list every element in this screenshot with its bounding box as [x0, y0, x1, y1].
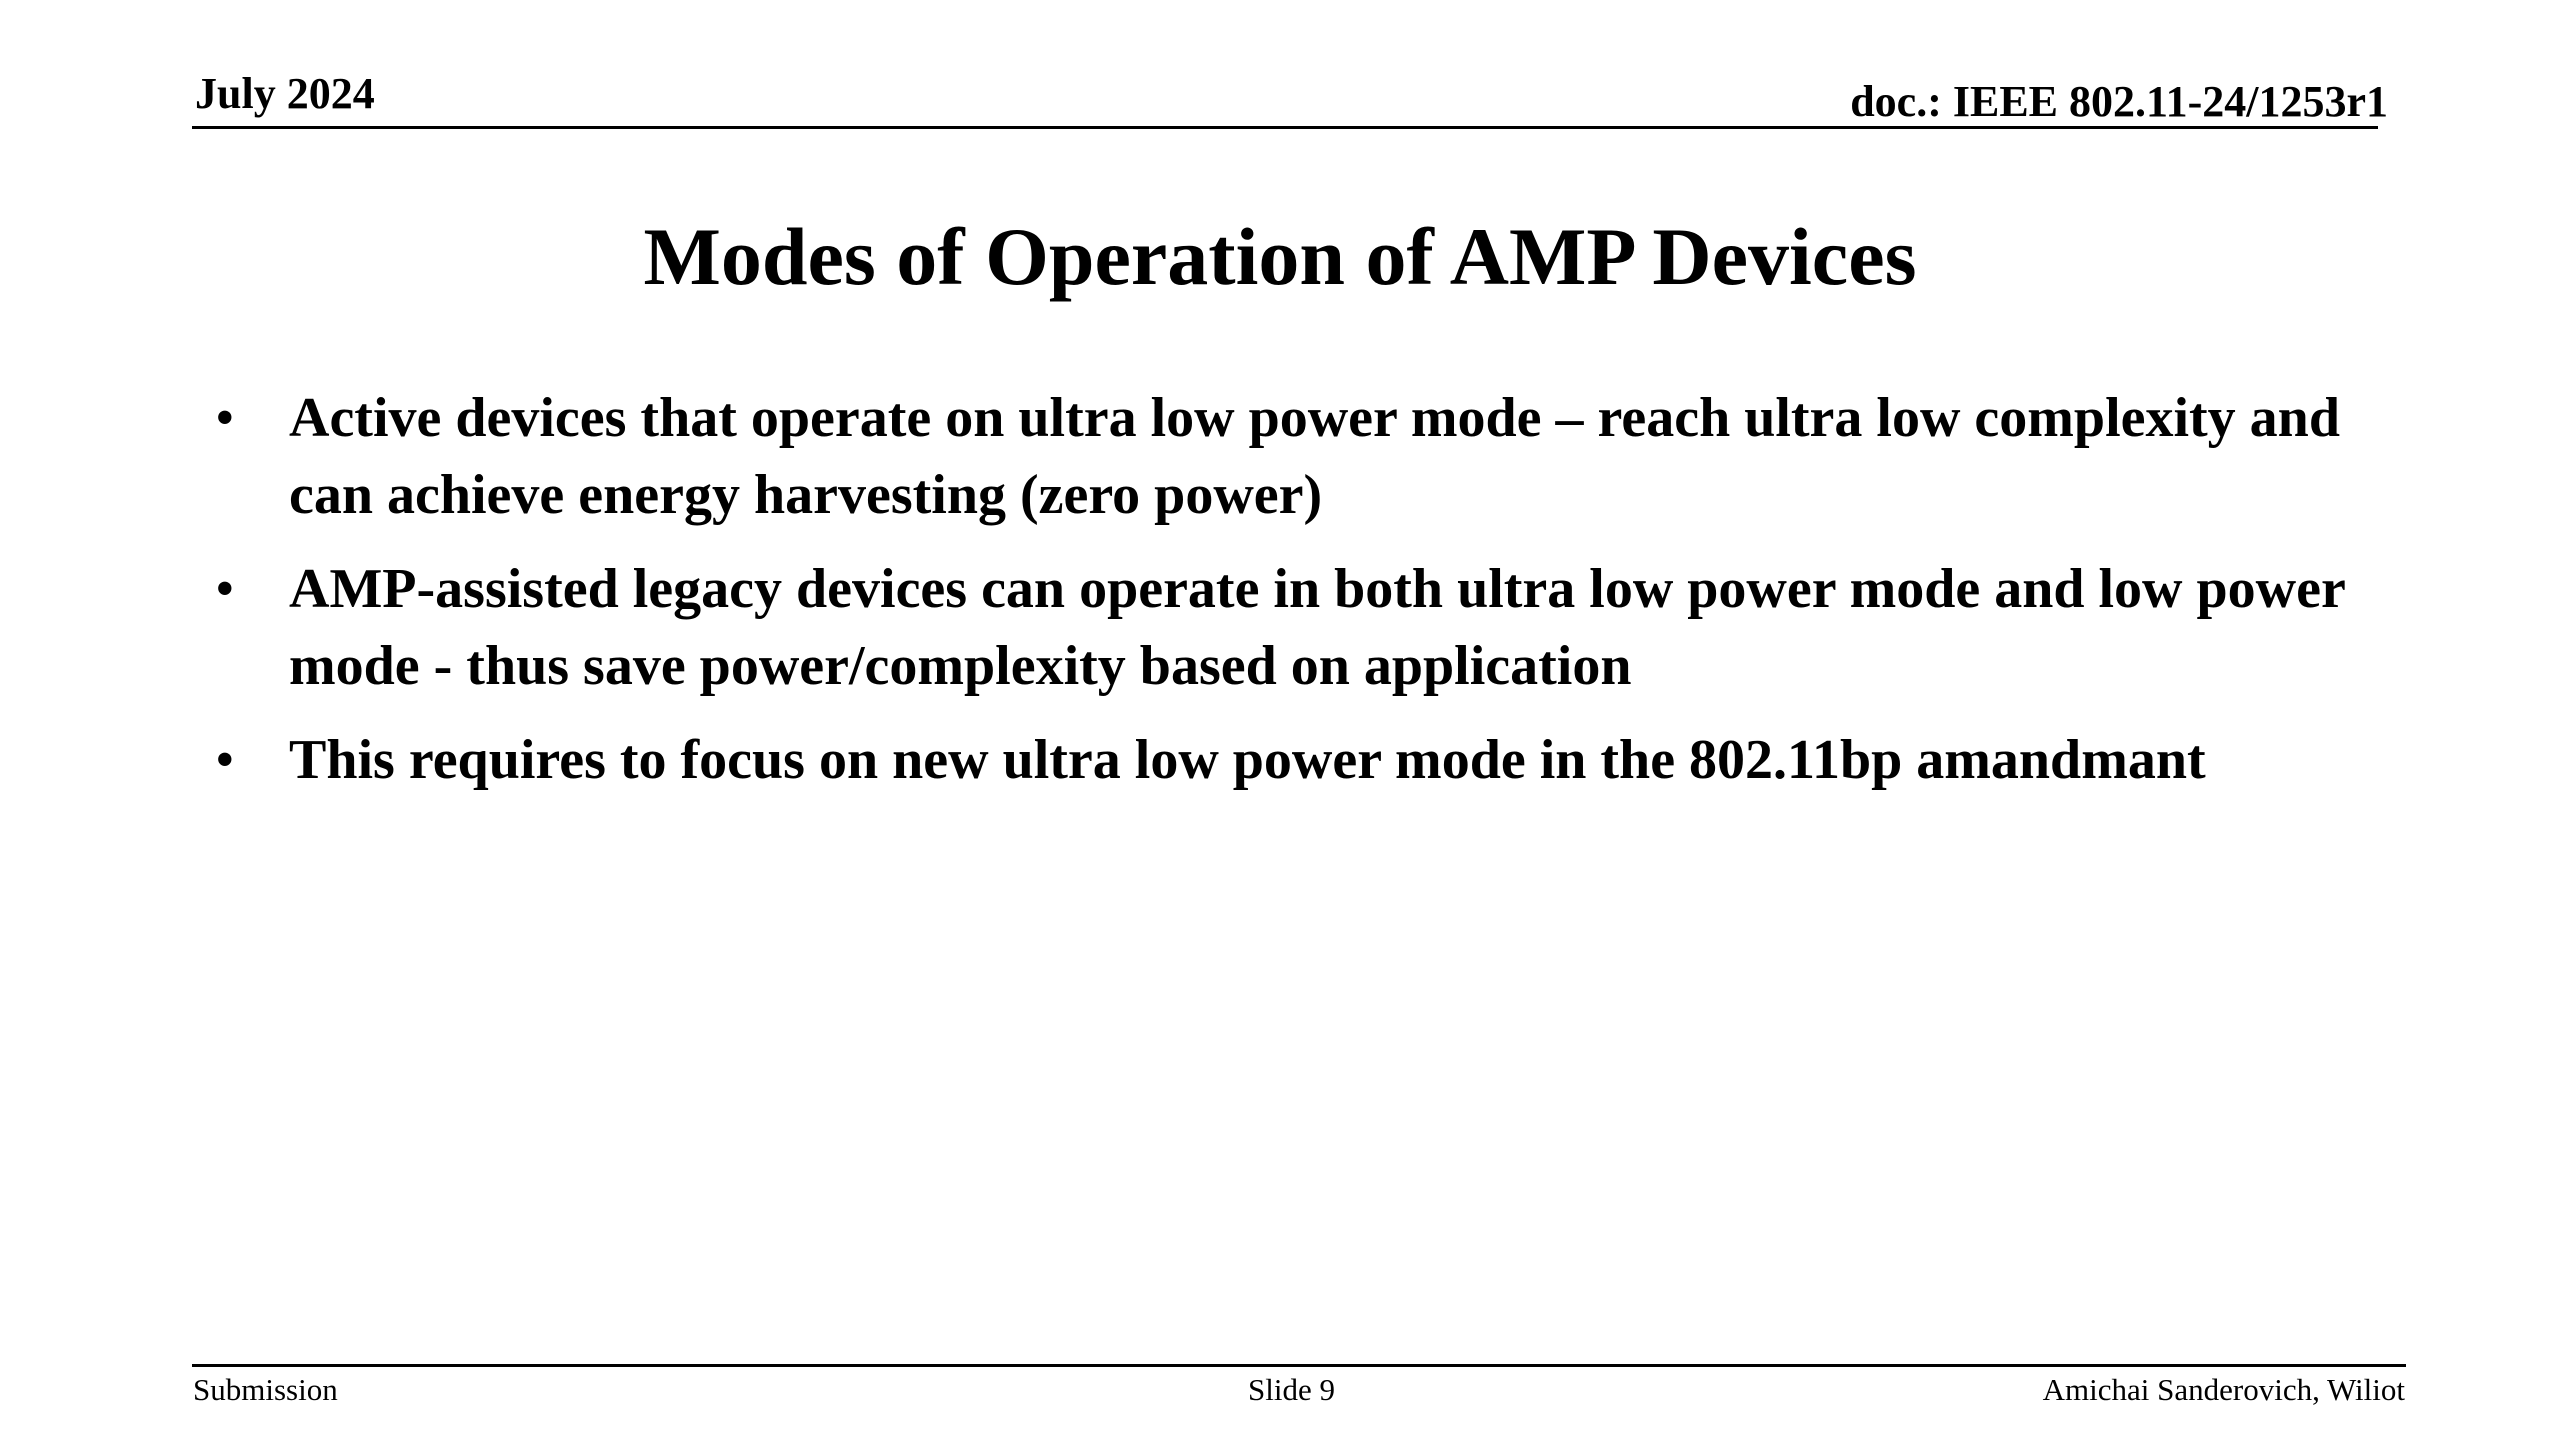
- bullet-dot-icon: •: [215, 729, 235, 791]
- footer-divider: [192, 1364, 2406, 1367]
- footer-submission: Submission: [193, 1372, 338, 1407]
- bullet-item: [215, 551, 2415, 705]
- header-divider: [192, 126, 2378, 129]
- bullet-list: [215, 380, 2415, 816]
- bullet-item: [215, 722, 2415, 799]
- bullet-text: AMP-assisted legacy devices can operate in both ultra low power mode and low power mode - thus save power/complexity based on application: [289, 558, 2345, 697]
- bullet-text: This requires to focus on new ultra low power mode in the 802.11bp amandmant: [289, 729, 2206, 791]
- slide-title: Modes of Operation of AMP Devices: [643, 211, 1917, 302]
- header-doc-id: doc.: IEEE 802.11-24/1253r1: [1850, 77, 2388, 126]
- bullet-dot-icon: •: [215, 387, 235, 449]
- bullet-dot-icon: •: [215, 558, 235, 620]
- header-date: July 2024: [195, 69, 375, 118]
- footer-slide-number: Slide 9: [1248, 1372, 1335, 1407]
- bullet-text: Active devices that operate on ultra low power mode – reach ultra low complexity and can achieve energy harvesting (zero power): [289, 387, 2340, 526]
- bullet-item: [215, 380, 2415, 534]
- footer-author: Amichai Sanderovich, Wiliot: [2042, 1372, 2405, 1407]
